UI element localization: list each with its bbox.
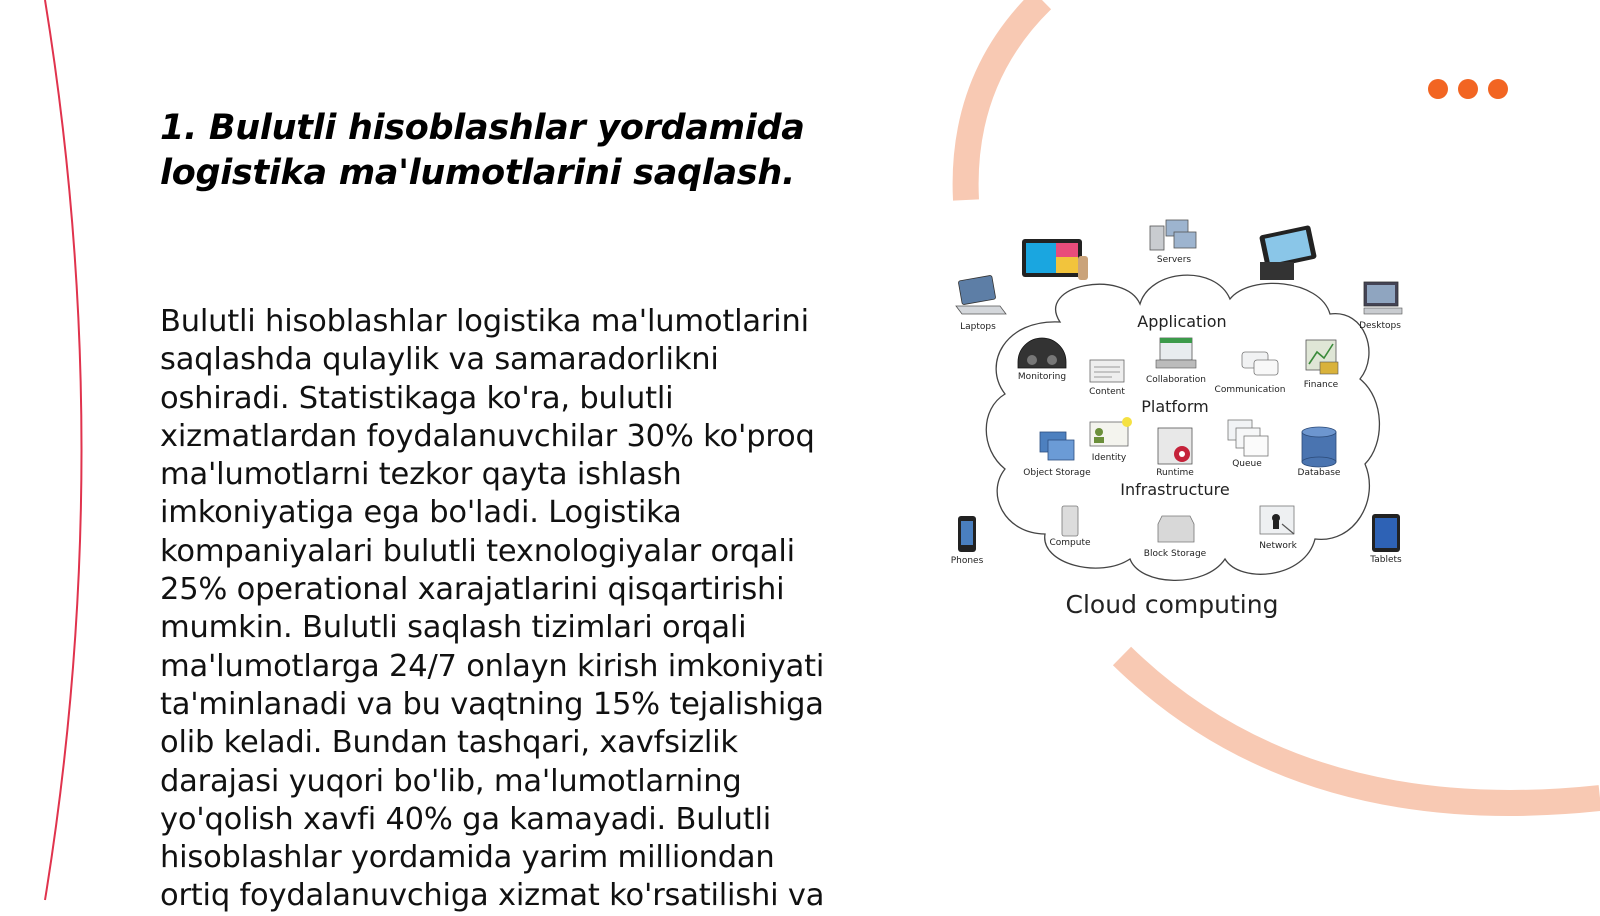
dot bbox=[1488, 79, 1508, 99]
dot bbox=[1458, 79, 1478, 99]
compute-label: Compute bbox=[1049, 538, 1091, 548]
servers-icon bbox=[1150, 220, 1196, 250]
platform-layer-label: Platform bbox=[1141, 397, 1209, 416]
left-curved-line bbox=[45, 0, 82, 900]
phones-label: Phones bbox=[950, 556, 984, 566]
database-icon bbox=[1302, 427, 1336, 467]
laptop-icon bbox=[956, 275, 1006, 314]
dot bbox=[1428, 79, 1448, 99]
communication-label: Communication bbox=[1214, 385, 1286, 395]
tablet-icon bbox=[1372, 514, 1400, 552]
diagram-caption: Cloud computing bbox=[1065, 590, 1279, 619]
monitoring-label: Monitoring bbox=[1017, 372, 1067, 382]
content-icon bbox=[1090, 360, 1124, 382]
top-orange-arc bbox=[966, 0, 1042, 200]
collaboration-icon bbox=[1156, 338, 1196, 368]
compute-icon bbox=[1062, 506, 1078, 536]
slide-body-text: Bulutli hisoblashlar logistika ma'lumotlarini saqlashda qulaylik va samaradorlikni oshiradi. Statistikaga ko'ra, bulutli xizmatlardan foydalanuvchilar 30% ko'proq ma'lumotlarni tezkor qayta ishlash imkoniyatiga ega bo'ladi. Logistika kompaniyalari bulutli texnologiyalar orqali 25% operational xarajatlarini qisqartirishi mumkin. Bulutli saqlash tizimlari orqali ma'lumotlarga 24/7 onlayn kirish imkoniyati ta'minlanadi va bu vaqtning 15% tejalishiga olib keladi. Bundan tashqari, xavfsizlik darajasi yuqori bo'lib, ma'lumotlarning yo'qolish xavfi 40% ga kamayadi. Bulutli hisoblashlar yordamida yarim milliondan ortiq foydalanuvchiga xizmat ko'rsatilishi va bbox=[160, 304, 825, 914]
object-storage-label: Object Storage bbox=[1023, 468, 1091, 478]
block-storage-icon bbox=[1158, 516, 1194, 542]
finance-icon bbox=[1306, 340, 1338, 374]
infrastructure-layer-label: Infrastructure bbox=[1120, 480, 1230, 499]
finance-label: Finance bbox=[1303, 380, 1339, 390]
servers-label: Servers bbox=[1156, 255, 1192, 265]
desktop-icon bbox=[1364, 282, 1402, 314]
collaboration-label: Collaboration bbox=[1146, 375, 1206, 385]
cloud-computing-diagram bbox=[950, 214, 1440, 634]
content-label: Content bbox=[1089, 387, 1125, 397]
block-storage-label: Block Storage bbox=[1143, 549, 1207, 559]
monitor-display-icon bbox=[1022, 239, 1088, 280]
slide-title: 1. Bulutli hisoblashlar yordamida logistika ma'lumotlarini saqlash. bbox=[160, 108, 805, 193]
application-layer-label: Application bbox=[1137, 312, 1227, 331]
runtime-icon bbox=[1158, 428, 1192, 464]
laptops-label: Laptops bbox=[960, 322, 996, 332]
network-icon bbox=[1260, 506, 1294, 534]
queue-label: Queue bbox=[1232, 459, 1262, 469]
decorative-dots bbox=[1428, 79, 1508, 99]
runtime-label: Runtime bbox=[1156, 468, 1194, 478]
phone-icon bbox=[958, 516, 976, 552]
pos-terminal-icon bbox=[1259, 225, 1317, 280]
database-label: Database bbox=[1297, 468, 1341, 478]
identity-label: Identity bbox=[1091, 453, 1127, 463]
tablets-label: Tablets bbox=[1370, 555, 1402, 565]
bottom-orange-arc bbox=[1122, 656, 1600, 803]
network-label: Network bbox=[1259, 541, 1297, 551]
desktops-label: Desktops bbox=[1359, 321, 1401, 331]
